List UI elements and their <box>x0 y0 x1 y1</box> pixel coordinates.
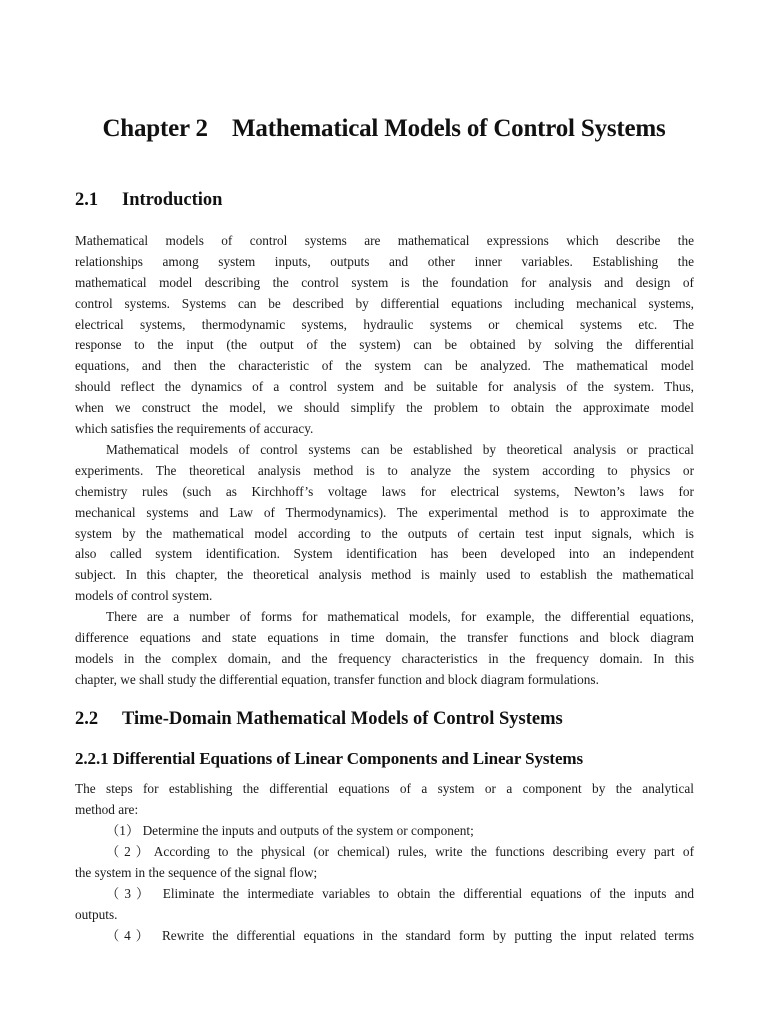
paragraph-intro-3 <box>75 607 694 691</box>
text-line: （1） Determine the inputs and outputs of the system or component; <box>106 823 474 838</box>
section-title: Introduction <box>122 190 223 210</box>
chapter-title: Chapter 2 Mathematical Models of Control Systems <box>102 115 666 142</box>
step-3 <box>75 884 694 926</box>
text-line: （3） Eliminate the intermediate variables to obtain the differential equations of the inputs and <box>106 886 694 901</box>
text-line: also called system identification. System identification has been developed into an independent <box>75 546 694 562</box>
text-line: models of control system. <box>75 588 213 604</box>
text-line: response to the input (the output of the system) can be obtained by solving the differential <box>75 337 694 353</box>
text-line: （2）According to the physical (or chemical) rules, write the functions describing every part of <box>106 844 694 859</box>
text-line: outputs. <box>75 906 118 922</box>
text-line: when we construct the model, we should simplify the problem to obtain the approximate model <box>75 400 694 416</box>
text-line: （4） Rewrite the differential equations in the standard form by putting the input related terms <box>106 928 694 943</box>
text-line: equations, and then the characteristic of the system can be analyzed. The mathematical model <box>75 358 694 374</box>
text-line: mathematical model describing the control system is the foundation for analysis and design of <box>75 274 694 290</box>
text-line: mechanical systems and Law of Thermodynamics). The experimental method is to approximate the <box>75 504 694 520</box>
text-line: relationships among system inputs, outputs and other inner variables. Establishing the <box>75 253 694 269</box>
text-line: system by the mathematical model according to the outputs of certain test input signals, which is <box>75 525 694 541</box>
text-line: models in the complex domain, and the frequency characteristics in the frequency domain. In this <box>75 650 694 666</box>
section-number: 2.2 <box>75 709 99 729</box>
text-line: electrical systems, thermodynamic systems, hydraulic systems or chemical systems etc. The <box>75 316 694 332</box>
step-1 <box>75 821 694 842</box>
text-line: chemistry rules (such as Kirchhoff’s voltage laws for electrical systems, Newton’s laws for <box>75 483 694 499</box>
text-line: which satisfies the requirements of accuracy. <box>75 421 314 437</box>
text-line: subject. In this chapter, the theoretical analysis method is mainly used to establish the mathematical <box>75 567 694 583</box>
section-number: 2.1 <box>75 190 99 210</box>
step-2 <box>75 842 694 884</box>
text-line: Mathematical models of control systems can be established by theoretical analysis or practical <box>106 442 694 457</box>
text-line: should reflect the dynamics of a control system and be suitable for analysis of the system. Thus, <box>75 379 694 395</box>
section-heading-2-2 <box>75 707 563 731</box>
text-line: chapter, we shall study the differential equation, transfer function and block diagram formulations. <box>75 671 599 687</box>
section-title: Time-Domain Mathematical Models of Control Systems <box>122 709 563 729</box>
text-line: method are: <box>75 801 139 817</box>
text-line: control systems. Systems can be described by differential equations including mechanical systems, <box>75 295 694 311</box>
text-line: There are a number of forms for mathematical models, for example, the differential equations, <box>106 609 694 624</box>
text-line: The steps for establishing the differential equations of a system or a component by the analytical <box>75 781 694 796</box>
paragraph-intro-1 <box>75 231 694 440</box>
section-heading-2-1 <box>75 188 222 212</box>
text-line: Mathematical models of control systems are mathematical expressions which describe the <box>75 233 694 248</box>
text-line: the system in the sequence of the signal flow; <box>75 864 318 880</box>
paragraph-intro-2 <box>75 440 694 607</box>
text-line: experiments. The theoretical analysis method is to analyze the system according to physics or <box>75 462 694 478</box>
subsection-heading-2-2-1: 2.2.1 Differential Equations of Linear Components and Linear Systems <box>75 749 583 768</box>
paragraph-steps-intro <box>75 779 694 821</box>
text-line: difference equations and state equations in time domain, the transfer functions and block diagram <box>75 629 694 645</box>
step-4 <box>75 926 694 947</box>
